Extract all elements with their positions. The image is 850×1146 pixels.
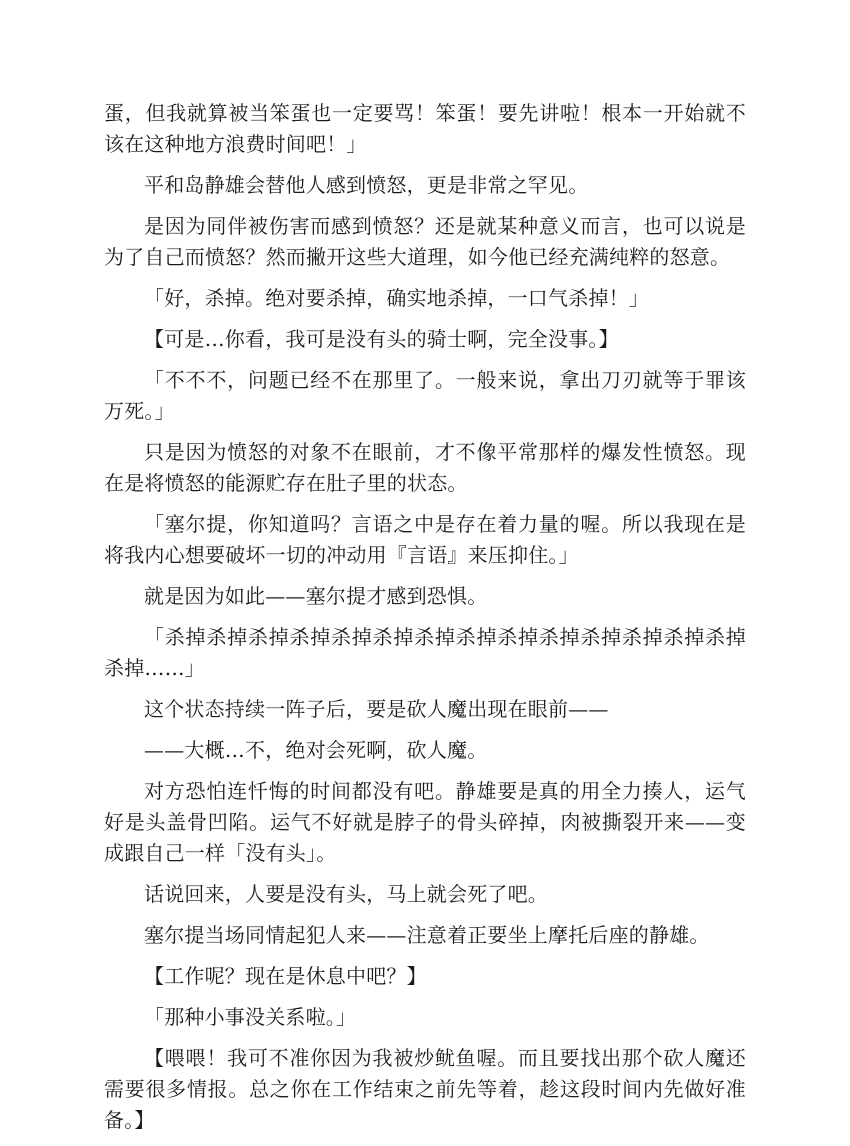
dialogue-line: 「不不不，问题已经不在那里了。一般来说，拿出刀刃就等于罪该万死。」 xyxy=(104,368,746,423)
dialogue-line: 【可是…你看，我可是没有头的骑士啊，完全没事。】 xyxy=(144,327,619,351)
dialogue-line: 「那种小事没关系啦。」 xyxy=(144,1005,357,1029)
dialogue-line: 【喂喂！我可不准你因为我被炒鱿鱼喔。而且要找出那个砍人魔还需要很多情报。总之你在工作结束之前先等着，趁这段时间内先做好准备。】 xyxy=(104,1046,746,1132)
dialogue-line: 「塞尔提，你知道吗？言语之中是存在着力量的喔。所以我现在是将我内心想要破坏一切的冲动用『言语』来压抑住。」 xyxy=(104,512,746,567)
document-page xyxy=(104,98,746,1146)
paragraph: 对方恐怕连忏悔的时间都没有吧。静雄要是真的用全力揍人，运气好是头盖骨凹陷。运气不好就是脖子的骨头碎掉，肉被撕裂开来——变成跟自己一样「没有头」。 xyxy=(104,779,746,865)
paragraph: 平和岛静雄会替他人感到愤怒，更是非常之罕见。 xyxy=(144,173,589,197)
dialogue-line: 「杀掉杀掉杀掉杀掉杀掉杀掉杀掉杀掉杀掉杀掉杀掉杀掉杀掉杀掉杀掉……」 xyxy=(104,625,746,680)
dialogue-line: 「好，杀掉。绝对要杀掉，确实地杀掉，一口气杀掉！」 xyxy=(144,286,649,310)
paragraph: 话说回来，人要是没有头，马上就会死了吧。 xyxy=(144,882,548,906)
paragraph: 是因为同伴被伤害而感到愤怒？还是就某种意义而言，也可以说是为了自己而愤怒？然而撇开这些大道理，如今他已经充满纯粹的怒意。 xyxy=(104,214,746,269)
paragraph-continued: 蛋，但我就算被当笨蛋也一定要骂！笨蛋！要先讲啦！根本一开始就不该在这种地方浪费时间吧！」 xyxy=(104,101,746,156)
paragraph: 塞尔提当场同情起犯人来——注意着正要坐上摩托后座的静雄。 xyxy=(144,923,710,947)
paragraph: ——大概…不，绝对会死啊，砍人魔。 xyxy=(144,738,488,762)
dialogue-line: 【工作呢？现在是休息中吧？】 xyxy=(144,964,427,988)
paragraph: 只是因为愤怒的对象不在眼前，才不像平常那样的爆发性愤怒。现在是将愤怒的能源贮存在肚子里的状态。 xyxy=(104,440,746,495)
paragraph: 就是因为如此——塞尔提才感到恐惧。 xyxy=(144,584,488,608)
paragraph: 这个状态持续一阵子后，要是砍人魔出现在眼前—— xyxy=(144,697,609,721)
